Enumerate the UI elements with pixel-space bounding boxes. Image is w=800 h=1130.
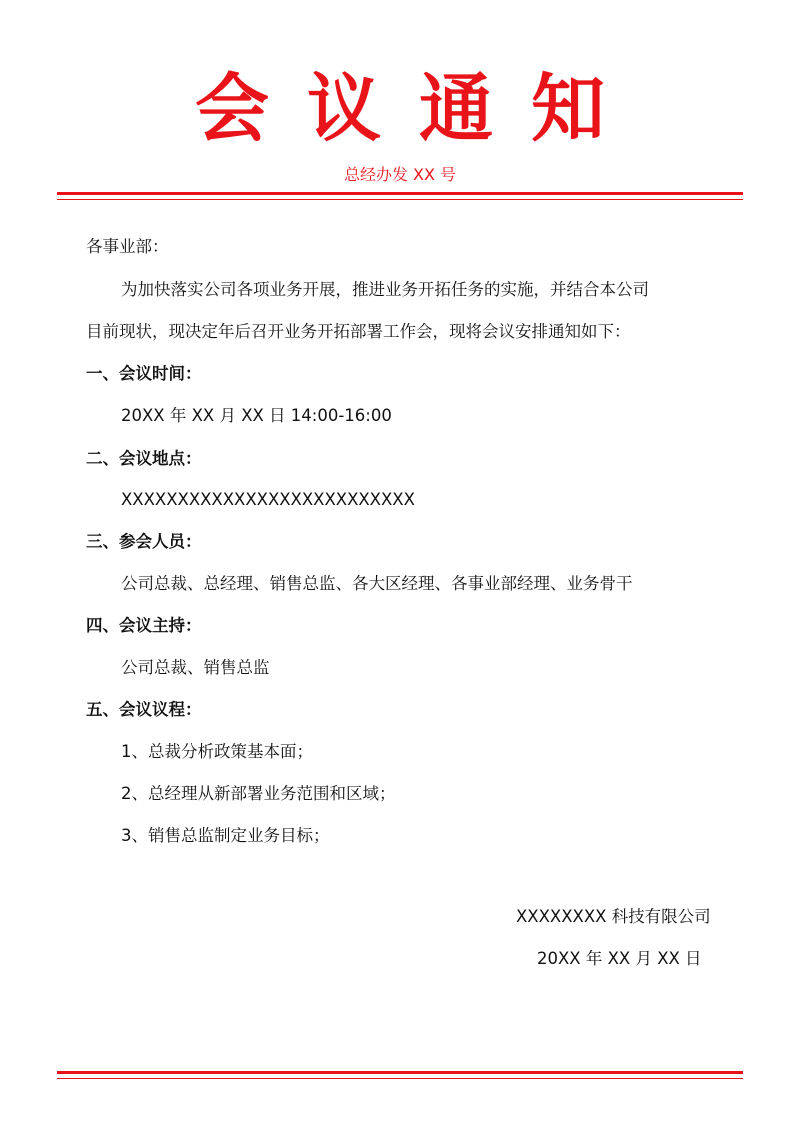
section-heading-attendees: 三、参会人员：: [86, 532, 202, 551]
agenda-item: 2、总经理从新部署业务范围和区域；: [121, 784, 396, 803]
agenda-item: 1、总裁分析政策基本面；: [121, 742, 313, 761]
agenda-item: 3、销售总监制定业务目标；: [121, 826, 330, 845]
meeting-location: XXXXXXXXXXXXXXXXXXXXXXXXXX: [121, 490, 415, 509]
section-heading-agenda: 五、会议议程：: [86, 700, 202, 719]
issuing-company: XXXXXXXX 科技有限公司: [516, 907, 711, 926]
footer-rule-thin: [57, 1078, 743, 1079]
issue-date: 20XX 年 XX 月 XX 日: [537, 949, 702, 968]
meeting-host: 公司总裁、销售总监: [121, 658, 270, 677]
intro-paragraph-line-1: 为加快落实公司各项业务开展，推进业务开拓任务的实施，并结合本公司: [121, 280, 649, 299]
page-title: 会议通知: [195, 66, 643, 152]
footer-rule-thick: [57, 1071, 743, 1074]
salutation: 各事业部：: [86, 237, 169, 256]
document-number: 总经办发 XX 号: [343, 165, 457, 184]
header-rule-thin: [57, 199, 743, 200]
meeting-time: 20XX 年 XX 月 XX 日 14:00-16:00: [121, 406, 392, 425]
section-heading-location: 二、会议地点：: [86, 449, 202, 468]
meeting-attendees: 公司总裁、总经理、销售总监、各大区经理、各事业部经理、业务骨干: [121, 574, 633, 593]
section-heading-time: 一、会议时间：: [86, 364, 202, 383]
intro-paragraph-line-2: 目前现状，现决定年后召开业务开拓部署工作会，现将会议安排通知如下：: [86, 322, 631, 341]
section-heading-host: 四、会议主持：: [86, 616, 202, 635]
header-rule-thick: [57, 192, 743, 195]
